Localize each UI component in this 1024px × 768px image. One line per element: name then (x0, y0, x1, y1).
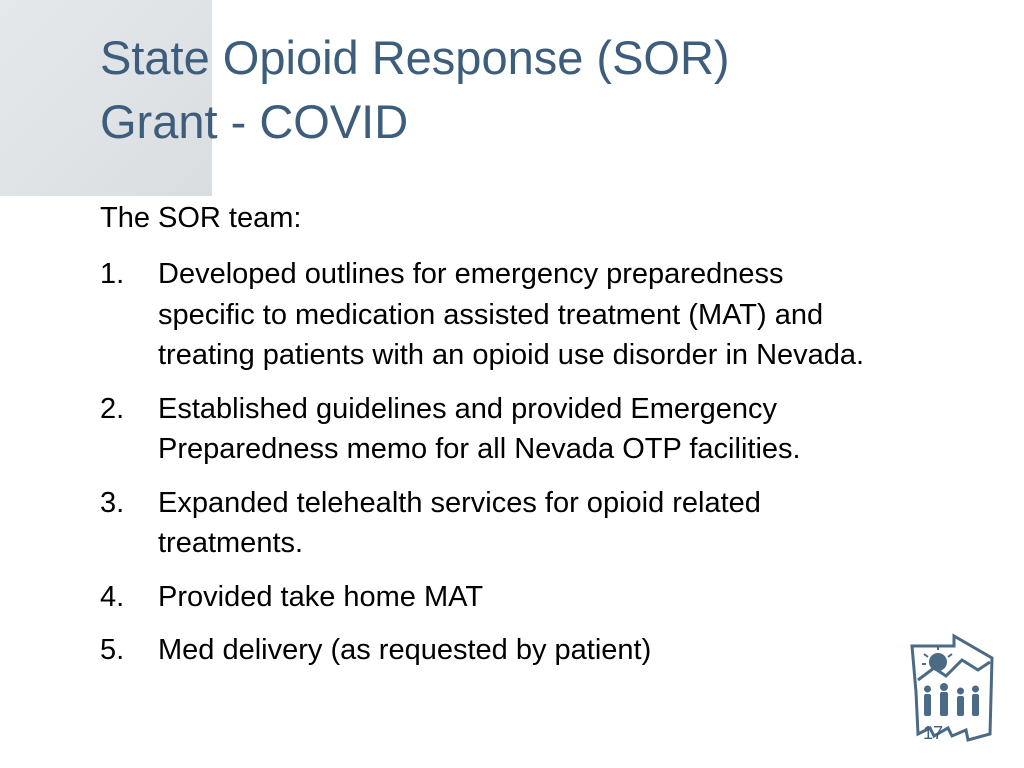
page-number: 17 (922, 723, 944, 743)
list-item (100, 483, 1000, 564)
list-item-number: 1. (100, 258, 125, 290)
list-item (100, 577, 1000, 618)
slide-title-line-1: State Opioid Response (SOR) (100, 31, 730, 84)
list-item-text (158, 630, 1000, 671)
list-item-line: Med delivery (as requested by patient) (158, 634, 652, 666)
list-item-line: treatments. (158, 527, 304, 559)
list-item-line: Preparedness memo for all Nevada OTP facilities. (158, 433, 801, 465)
list-item-number: 4. (100, 580, 125, 613)
list-item (100, 389, 1000, 470)
list-item-line: Developed outlines for emergency preparedness (158, 258, 784, 290)
intro-text: The SOR team: (100, 202, 302, 234)
list-item-text (158, 577, 1000, 618)
slide-title-line-2: Grant - COVID (100, 95, 409, 148)
list-item-number: 3. (100, 486, 125, 519)
list-item-number: 5. (100, 634, 125, 666)
numbered-list (100, 254, 1000, 684)
list-item-text (158, 254, 1000, 376)
list-item-line: treating patients with an opioid use disorder in Nevada. (158, 339, 865, 371)
slide-title (100, 26, 960, 154)
list-item-text (158, 389, 1000, 470)
list-item-number: 2. (100, 392, 125, 425)
list-item-line: specific to medication assisted treatment (MAT) and (158, 298, 824, 331)
list-item-line: Expanded telehealth services for opioid related (158, 486, 761, 519)
list-item-text (158, 483, 1000, 564)
list-item (100, 254, 1000, 376)
list-item (100, 630, 1000, 671)
list-item-line: Established guidelines and provided Emergency (158, 392, 778, 425)
list-item-line: Provided take home MAT (158, 580, 484, 613)
